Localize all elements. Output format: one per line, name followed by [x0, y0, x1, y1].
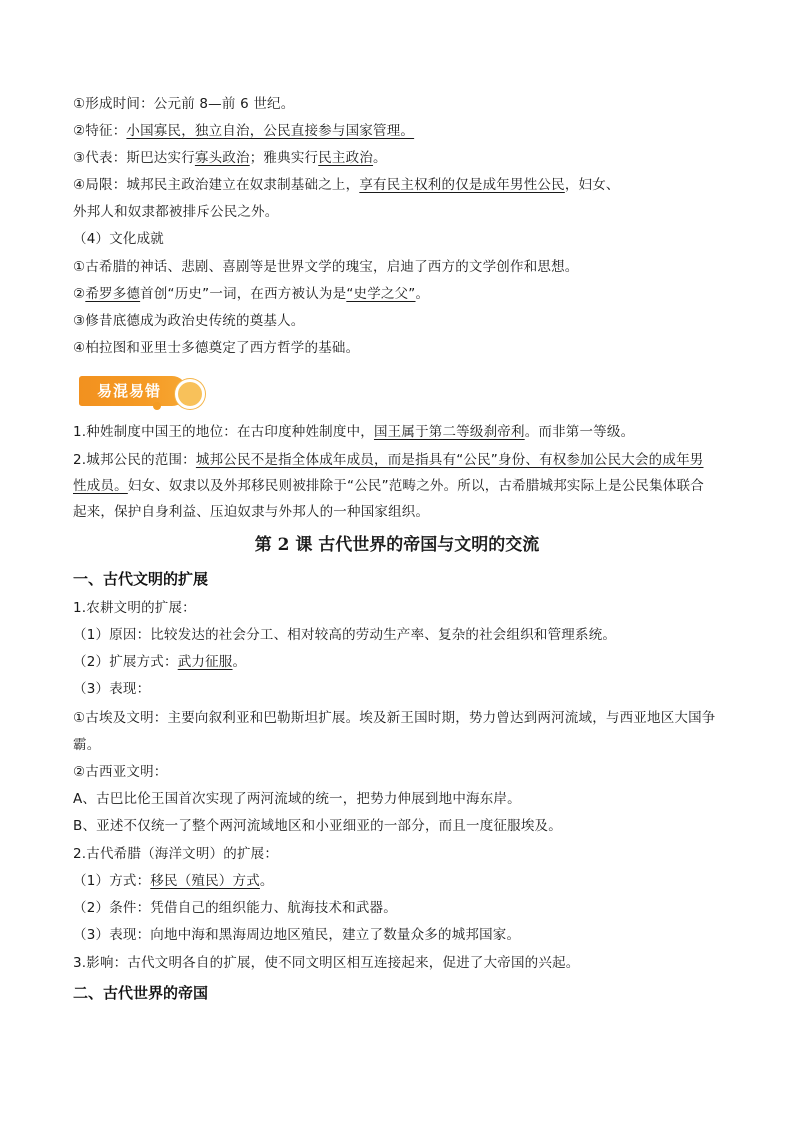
part1-line — [73, 872, 723, 890]
text: 1.种姓制度中国王的地位：在古印度种姓制度中， — [73, 424, 374, 440]
limitations-line — [73, 176, 723, 194]
text: ①形成时间：公元前 8—前 6 世纪。 — [73, 96, 295, 112]
features-line — [73, 122, 723, 140]
underlined-text: 城邦公民不是指全体成年成员，而是指具有“公民”身份、有权参加公民大会的成年男 — [195, 452, 704, 468]
underlined-text: “史学之父” — [346, 286, 416, 302]
representatives-line — [73, 149, 723, 167]
text: （3）表现：向地中海和黑海周边地区殖民，建立了数量众多的城邦国家。 — [73, 927, 521, 943]
text: 妇女、奴隶以及外邦移民则被排除于“公民”范畴之外。所以，古希腊城邦实际上是公民集体联合 — [127, 478, 704, 494]
text: 。 — [415, 286, 430, 302]
part1-line — [73, 680, 723, 698]
text: 。 — [373, 150, 387, 166]
culture-item-1 — [73, 258, 723, 276]
text: （4）文化成就 — [73, 231, 164, 247]
part1-line — [73, 653, 723, 671]
part1-line — [73, 763, 723, 781]
underlined-text: 国王属于第二等级刹帝利 — [373, 424, 525, 440]
text: 2.城邦公民的范围： — [73, 452, 196, 468]
text: ②古西亚文明： — [73, 764, 168, 780]
text: ③代表：斯巴达实行 — [73, 150, 195, 166]
text: A、古巴比伦王国首次实现了两河流域的统一，把势力伸展到地中海东岸。 — [73, 791, 521, 807]
limitations-line-cont — [73, 203, 723, 221]
text: ①古埃及文明：主要向叙利亚和巴勒斯坦扩展。埃及新王国时期，势力曾达到两河流域，与西亚地区大国争 — [73, 710, 716, 726]
text: ④局限：城邦民主政治建立在奴隶制基础之上， — [73, 177, 360, 193]
underlined-text: 民主政治 — [318, 150, 374, 166]
text: ②特征： — [73, 123, 127, 139]
text: 起来，保护自身利益、压迫奴隶与外邦人的一种国家组织。 — [73, 504, 430, 520]
part1-line — [73, 599, 723, 617]
culture-subheading — [73, 230, 723, 248]
section-heading-2: 二、古代世界的帝国 — [73, 984, 209, 1002]
text: 。而非第一等级。 — [524, 424, 635, 440]
badge-label: 易混易错 — [97, 382, 162, 400]
text: 外邦人和奴隶都被排斥公民之外。 — [73, 204, 279, 220]
text: 。 — [259, 873, 274, 889]
text: ①古希腊的神话、悲剧、喜剧等是世界文学的瑰宝，启迪了西方的文学创作和思想。 — [73, 259, 579, 275]
text: 。 — [232, 654, 247, 670]
mistake-2-cont2 — [73, 503, 723, 521]
part1-line — [73, 626, 723, 644]
culture-item-3 — [73, 312, 723, 330]
underlined-text: 移民（殖民）方式 — [150, 873, 260, 889]
part1-line — [73, 954, 723, 972]
text: ；雅典实行 — [249, 150, 319, 166]
underlined-text: 寡头政治 — [194, 150, 250, 166]
text: （3）表现： — [73, 681, 151, 697]
formation-time-line — [73, 95, 723, 113]
underlined-text: 武力征服 — [177, 654, 233, 670]
text: 2.古代希腊（海洋文明）的扩展： — [73, 846, 279, 862]
text: （1）方式： — [73, 873, 151, 889]
mistake-2-cont — [73, 477, 723, 495]
text: 1.农耕文明的扩展： — [73, 600, 196, 616]
culture-item-2 — [73, 285, 723, 303]
underlined-text: 小国寡民，独立自治，公民直接参与国家管理。 — [126, 123, 415, 139]
text: 霸。 — [73, 737, 101, 753]
section-heading-1: 一、古代文明的扩展 — [73, 570, 209, 588]
part1-line — [73, 845, 723, 863]
text: ，妇女、 — [564, 177, 620, 193]
text: （2）扩展方式： — [73, 654, 178, 670]
text: ④柏拉图和亚里士多德奠定了西方哲学的基础。 — [73, 340, 360, 356]
text: 首创“历史”一词，在西方被认为是 — [140, 286, 347, 302]
part1-line — [73, 899, 723, 917]
common-mistakes-badge — [79, 374, 207, 410]
text: （1）原因：比较发达的社会分工、相对较高的劳动生产率、复杂的社会组织和管理系统。 — [73, 627, 617, 643]
lesson-title: 第 2 课 古代世界的帝国与文明的交流 — [254, 535, 540, 555]
badge-dot-icon — [153, 402, 161, 410]
text: 3.影响：古代文明各自的扩展，使不同文明区相互连接起来，促进了大帝国的兴起。 — [73, 955, 580, 971]
mistake-2 — [73, 451, 723, 469]
part1-line — [73, 790, 723, 808]
part1-line — [73, 926, 723, 944]
underlined-text: 享有民主权利的仅是成年男性公民 — [359, 177, 565, 193]
text: B、亚述不仅统一了整个两河流域地区和小亚细亚的一部分，而且一度征服埃及。 — [73, 818, 562, 834]
mistake-1 — [73, 423, 723, 441]
text: ② — [73, 286, 86, 302]
part1-line — [73, 709, 723, 727]
culture-item-4 — [73, 339, 723, 357]
underlined-text: 希罗多德 — [85, 286, 141, 302]
text: ③修昔底德成为政治史传统的奠基人。 — [73, 313, 305, 329]
underlined-text: 性成员。 — [73, 478, 128, 494]
part1-line — [73, 817, 723, 835]
badge-circle-icon — [175, 379, 205, 409]
text: （2）条件：凭借自己的组织能力、航海技术和武器。 — [73, 900, 397, 916]
part1-line — [73, 736, 723, 754]
